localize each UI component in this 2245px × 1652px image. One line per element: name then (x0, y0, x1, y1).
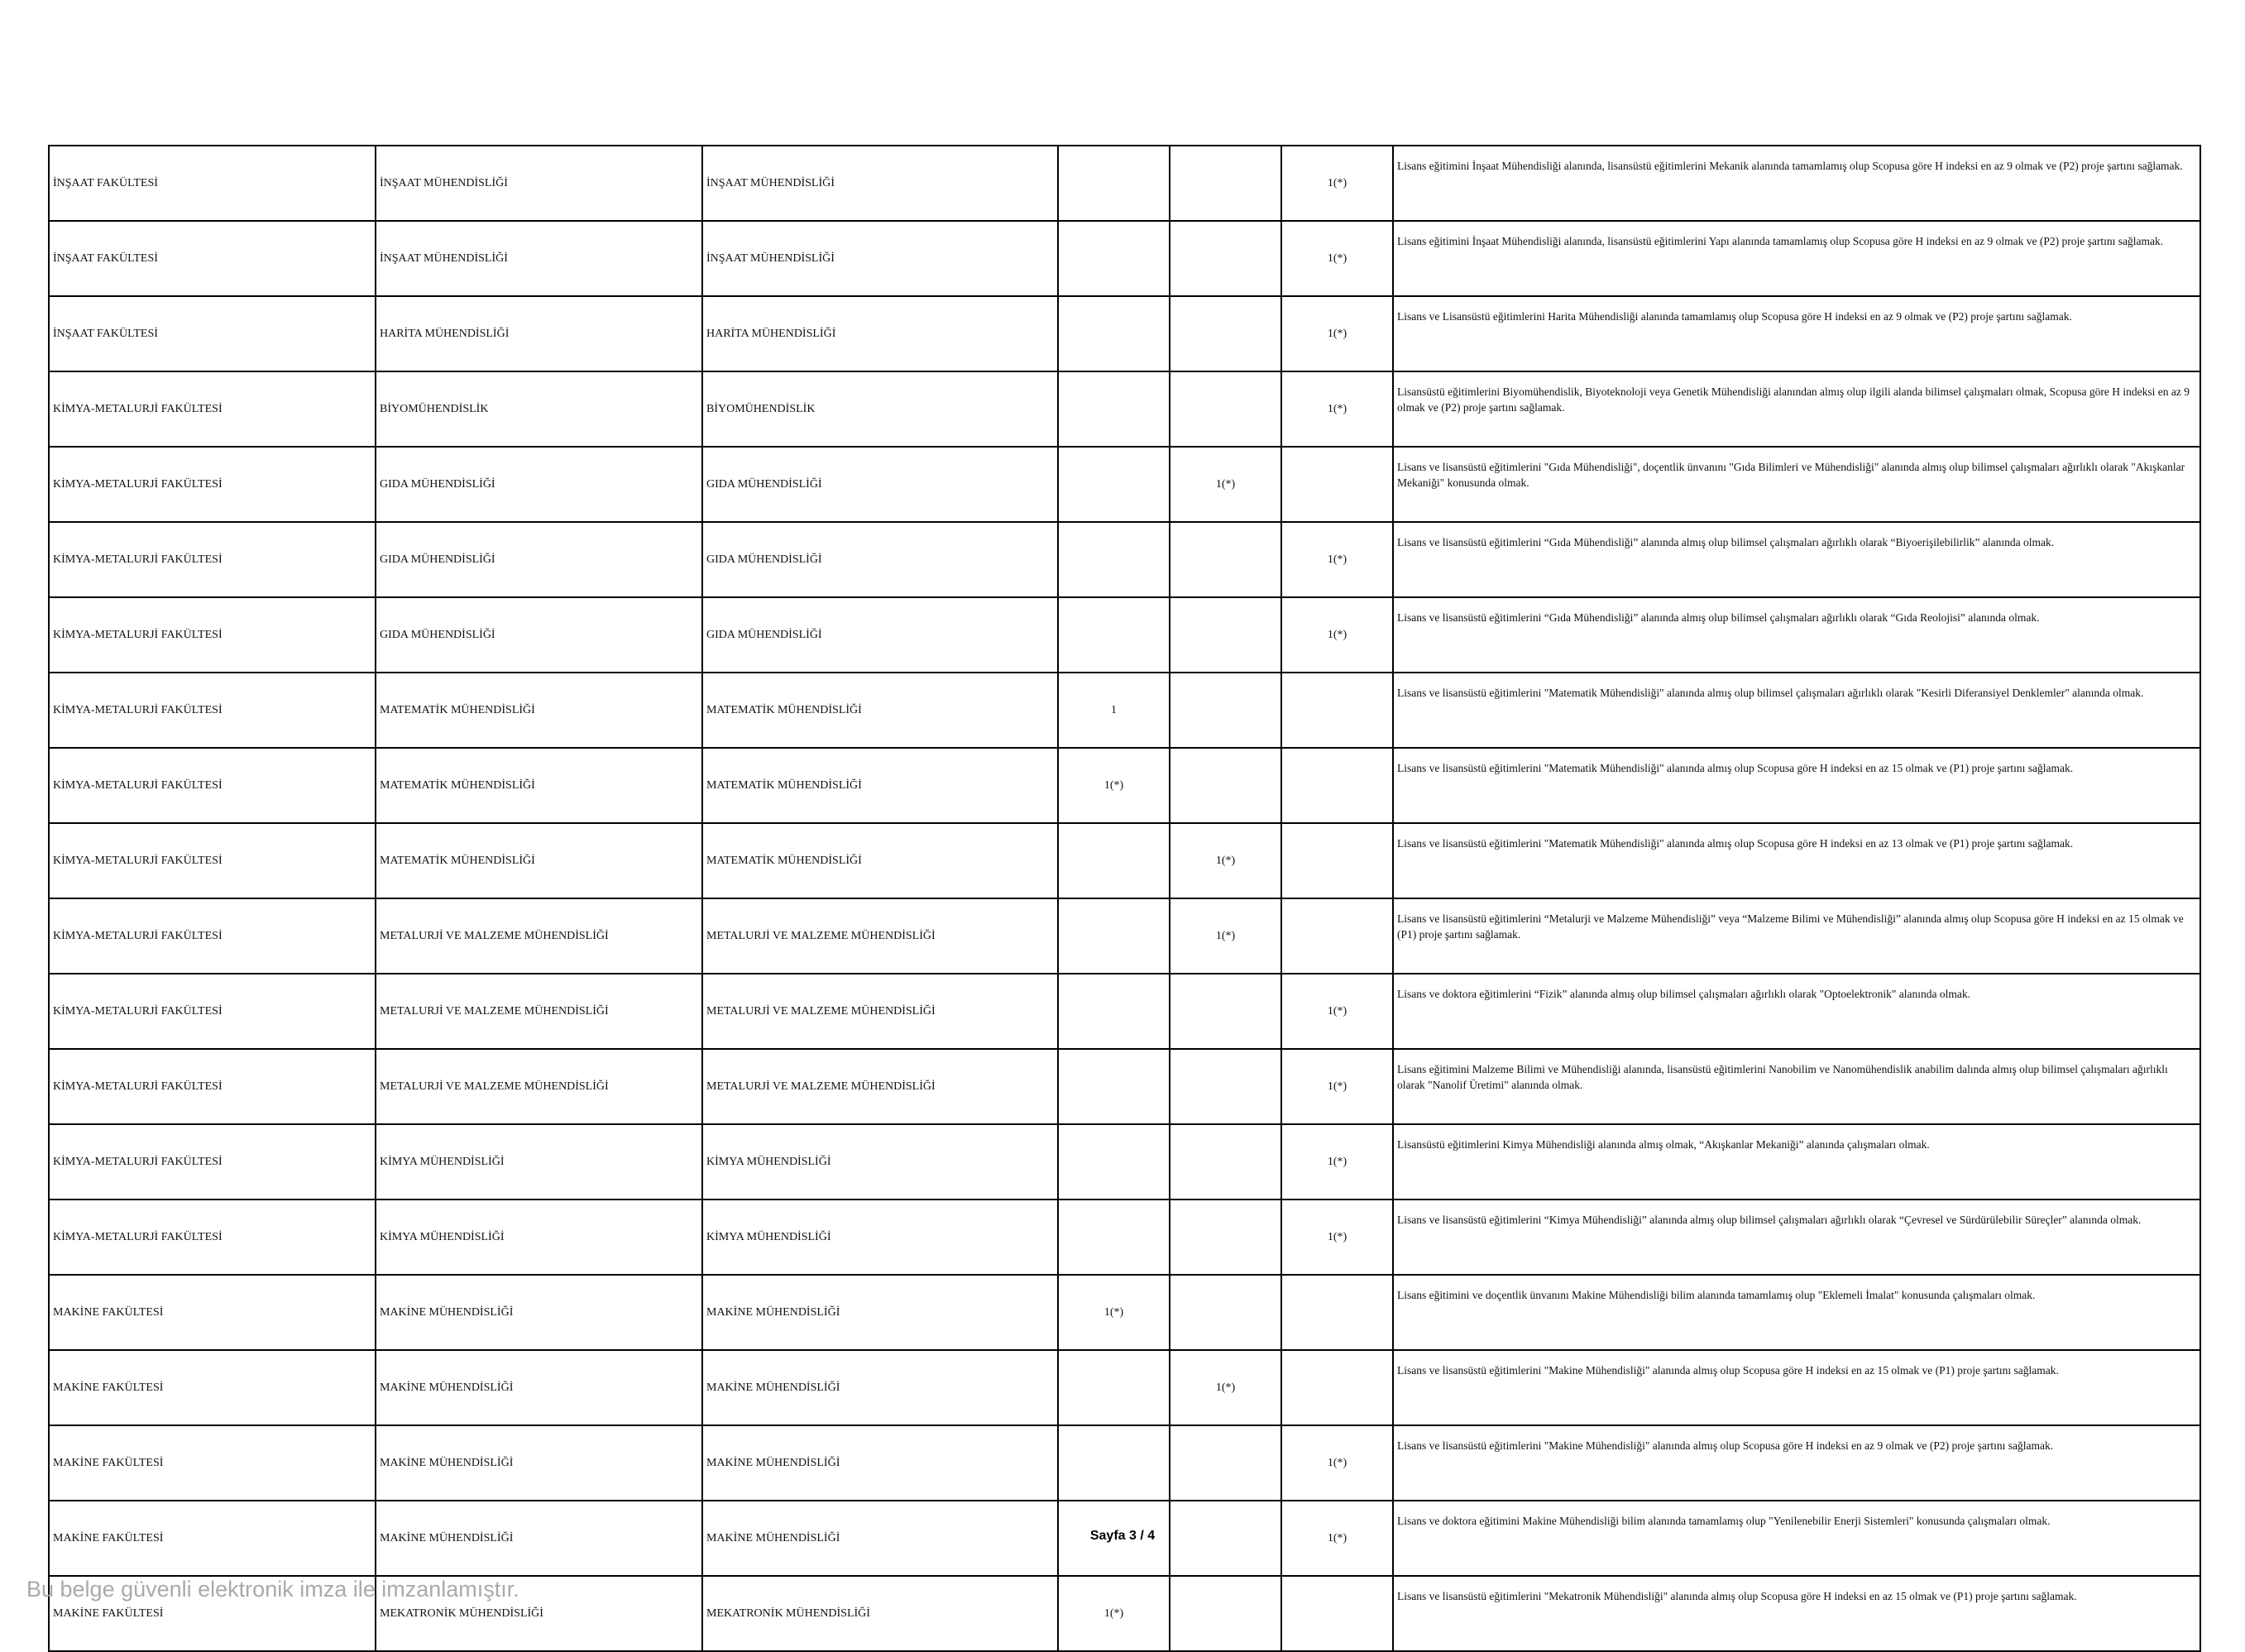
professor-count-cell (1058, 447, 1170, 522)
assoc-professor-count-cell (1170, 1199, 1281, 1275)
table-row (49, 1199, 2200, 1275)
department-cell: MATEMATİK MÜHENDİSLİĞİ (376, 673, 702, 748)
table-row (49, 221, 2200, 296)
professor-count-cell (1058, 371, 1170, 447)
faculty-cell: KİMYA-METALURJİ FAKÜLTESİ (49, 1049, 376, 1124)
assoc-professor-count-cell (1170, 974, 1281, 1049)
asst-professor-count-cell: 1(*) (1281, 1124, 1393, 1199)
department-cell: MAKİNE MÜHENDİSLİĞİ (376, 1501, 702, 1576)
asst-professor-count-cell: 1(*) (1281, 221, 1393, 296)
professor-count-cell (1058, 221, 1170, 296)
asst-professor-count-cell (1281, 447, 1393, 522)
table-row (49, 1049, 2200, 1124)
faculty-cell: KİMYA-METALURJİ FAKÜLTESİ (49, 898, 376, 974)
assoc-professor-count-cell (1170, 371, 1281, 447)
program-cell: MAKİNE MÜHENDİSLİĞİ (702, 1501, 1058, 1576)
requirement-cell: Lisans ve lisansüstü eğitimlerini "Gıda Mühendisliği", doçentlik ünvanını "Gıda Bilimleri ve Mühendisliği" alanında almış olup bilimsel çalışmaları ağırlıklı olarak "Akışkanlar Mekaniği" konusunda olmak. (1393, 447, 2200, 522)
faculty-cell: İNŞAAT FAKÜLTESİ (49, 146, 376, 221)
faculty-cell: MAKİNE FAKÜLTESİ (49, 1350, 376, 1425)
asst-professor-count-cell: 1(*) (1281, 296, 1393, 371)
faculty-cell: MAKİNE FAKÜLTESİ (49, 1576, 376, 1651)
asst-professor-count-cell (1281, 1576, 1393, 1651)
table-row (49, 447, 2200, 522)
program-cell: METALURJİ VE MALZEME MÜHENDİSLİĞİ (702, 898, 1058, 974)
assoc-professor-count-cell (1170, 1275, 1281, 1350)
asst-professor-count-cell (1281, 1350, 1393, 1425)
asst-professor-count-cell: 1(*) (1281, 1501, 1393, 1576)
program-cell: KİMYA MÜHENDİSLİĞİ (702, 1199, 1058, 1275)
asst-professor-count-cell: 1(*) (1281, 146, 1393, 221)
asst-professor-count-cell (1281, 1275, 1393, 1350)
department-cell: GIDA MÜHENDİSLİĞİ (376, 597, 702, 673)
faculty-cell: KİMYA-METALURJİ FAKÜLTESİ (49, 447, 376, 522)
signature-note: Bu belge güvenli elektronik imza ile imzanlamıştır. (26, 1577, 519, 1602)
department-cell: METALURJİ VE MALZEME MÜHENDİSLİĞİ (376, 898, 702, 974)
asst-professor-count-cell: 1(*) (1281, 974, 1393, 1049)
department-cell: İNŞAAT MÜHENDİSLİĞİ (376, 221, 702, 296)
department-cell: KİMYA MÜHENDİSLİĞİ (376, 1124, 702, 1199)
requirement-cell: Lisans eğitimini Malzeme Bilimi ve Mühendisliği alanında, lisansüstü eğitimlerini Nanobilim ve Nanomühendislik anabilim dalında almış olup bilimsel çalışmaları ağırlıklı olarak "Nanolif Üretimi" alanında olmak. (1393, 1049, 2200, 1124)
table-row (49, 898, 2200, 974)
program-cell: İNŞAAT MÜHENDİSLİĞİ (702, 221, 1058, 296)
table-row (49, 673, 2200, 748)
department-cell: İNŞAAT MÜHENDİSLİĞİ (376, 146, 702, 221)
asst-professor-count-cell (1281, 673, 1393, 748)
assoc-professor-count-cell (1170, 1425, 1281, 1501)
table-row (49, 1275, 2200, 1350)
requirement-cell: Lisans eğitimini ve doçentlik ünvanını Makine Mühendisliği bilim alanında tamamlamış olup "Eklemeli İmalat" konusunda çalışmaları olmak. (1393, 1275, 2200, 1350)
table-row (49, 1425, 2200, 1501)
department-cell: MATEMATİK MÜHENDİSLİĞİ (376, 748, 702, 823)
professor-count-cell (1058, 1124, 1170, 1199)
professor-count-cell: 1(*) (1058, 1275, 1170, 1350)
professor-count-cell (1058, 1425, 1170, 1501)
asst-professor-count-cell: 1(*) (1281, 522, 1393, 597)
faculty-cell: İNŞAAT FAKÜLTESİ (49, 296, 376, 371)
professor-count-cell: 1(*) (1058, 1576, 1170, 1651)
department-cell: GIDA MÜHENDİSLİĞİ (376, 522, 702, 597)
assoc-professor-count-cell: 1(*) (1170, 1350, 1281, 1425)
faculty-cell: MAKİNE FAKÜLTESİ (49, 1501, 376, 1576)
program-cell: GIDA MÜHENDİSLİĞİ (702, 447, 1058, 522)
requirement-cell: Lisans eğitimini İnşaat Mühendisliği alanında, lisansüstü eğitimlerini Yapı alanında tamamlamış olup Scopusa göre H indeksi en az 9 olmak ve (P2) proje şartını sağlamak. (1393, 221, 2200, 296)
professor-count-cell (1058, 898, 1170, 974)
department-cell: MATEMATİK MÜHENDİSLİĞİ (376, 823, 702, 898)
faculty-cell: İNŞAAT FAKÜLTESİ (49, 221, 376, 296)
program-cell: MATEMATİK MÜHENDİSLİĞİ (702, 673, 1058, 748)
professor-count-cell (1058, 597, 1170, 673)
faculty-cell: KİMYA-METALURJİ FAKÜLTESİ (49, 1124, 376, 1199)
asst-professor-count-cell: 1(*) (1281, 1199, 1393, 1275)
table-row (49, 146, 2200, 221)
faculty-cell: MAKİNE FAKÜLTESİ (49, 1425, 376, 1501)
assoc-professor-count-cell (1170, 597, 1281, 673)
program-cell: HARİTA MÜHENDİSLİĞİ (702, 296, 1058, 371)
faculty-cell: KİMYA-METALURJİ FAKÜLTESİ (49, 748, 376, 823)
professor-count-cell (1058, 522, 1170, 597)
professor-count-cell: 1 (1058, 673, 1170, 748)
page-number: Sayfa 3 / 4 (1089, 1529, 1156, 1543)
program-cell: BİYOMÜHENDİSLİK (702, 371, 1058, 447)
professor-count-cell (1058, 823, 1170, 898)
faculty-cell: KİMYA-METALURJİ FAKÜLTESİ (49, 597, 376, 673)
requirement-cell: Lisans ve lisansüstü eğitimlerini “Kimya Mühendisliği” alanında almış olup bilimsel çalışmaları ağırlıklı olarak “Çevresel ve Sürdürülebilir Süreçler” alanında olmak. (1393, 1199, 2200, 1275)
department-cell: METALURJİ VE MALZEME MÜHENDİSLİĞİ (376, 974, 702, 1049)
assoc-professor-count-cell: 1(*) (1170, 898, 1281, 974)
asst-professor-count-cell (1281, 898, 1393, 974)
requirement-cell: Lisans ve lisansüstü eğitimlerini “Metalurji ve Malzeme Mühendisliği” veya “Malzeme Bilimi ve Mühendisliği” alanında almış olup Scopusa göre H indeksi en az 15 olmak ve (P1) proje şartını sağlamak. (1393, 898, 2200, 974)
program-cell: İNŞAAT MÜHENDİSLİĞİ (702, 146, 1058, 221)
assoc-professor-count-cell: 1(*) (1170, 823, 1281, 898)
program-cell: MAKİNE MÜHENDİSLİĞİ (702, 1275, 1058, 1350)
table-row (49, 296, 2200, 371)
requirement-cell: Lisansüstü eğitimlerini Kimya Mühendisliği alanında almış olmak, “Akışkanlar Mekaniği” alanında çalışmaları olmak. (1393, 1124, 2200, 1199)
asst-professor-count-cell: 1(*) (1281, 597, 1393, 673)
faculty-cell: KİMYA-METALURJİ FAKÜLTESİ (49, 371, 376, 447)
assoc-professor-count-cell (1170, 1049, 1281, 1124)
faculty-cell: KİMYA-METALURJİ FAKÜLTESİ (49, 974, 376, 1049)
positions-table (48, 145, 2201, 1652)
assoc-professor-count-cell: 1(*) (1170, 447, 1281, 522)
department-cell: MAKİNE MÜHENDİSLİĞİ (376, 1350, 702, 1425)
program-cell: MATEMATİK MÜHENDİSLİĞİ (702, 748, 1058, 823)
program-cell: GIDA MÜHENDİSLİĞİ (702, 597, 1058, 673)
table-row (49, 748, 2200, 823)
program-cell: METALURJİ VE MALZEME MÜHENDİSLİĞİ (702, 974, 1058, 1049)
assoc-professor-count-cell (1170, 1124, 1281, 1199)
professor-count-cell (1058, 1350, 1170, 1425)
requirement-cell: Lisans eğitimini İnşaat Mühendisliği alanında, lisansüstü eğitimlerini Mekanik alanında tamamlamış olup Scopusa göre H indeksi en az 9 olmak ve (P2) proje şartını sağlamak. (1393, 146, 2200, 221)
program-cell: KİMYA MÜHENDİSLİĞİ (702, 1124, 1058, 1199)
requirement-cell: Lisansüstü eğitimlerini Biyomühendislik, Biyoteknoloji veya Genetik Mühendisliği alanından almış olup ilgili alanda bilimsel çalışmaları olmak, Scopusa göre H indeksi en az 9 olmak ve (P2) proje şartını sağlamak. (1393, 371, 2200, 447)
department-cell: METALURJİ VE MALZEME MÜHENDİSLİĞİ (376, 1049, 702, 1124)
program-cell: MEKATRONİK MÜHENDİSLİĞİ (702, 1576, 1058, 1651)
table-row (49, 597, 2200, 673)
asst-professor-count-cell: 1(*) (1281, 1425, 1393, 1501)
requirement-cell: Lisans ve lisansüstü eğitimlerini "Matematik Mühendisliği" alanında almış olup bilimsel çalışmaları ağırlıklı olarak "Kesirli Diferansiyel Denklemler" alanında olmak. (1393, 673, 2200, 748)
assoc-professor-count-cell (1170, 146, 1281, 221)
faculty-cell: MAKİNE FAKÜLTESİ (49, 1275, 376, 1350)
requirement-cell: Lisans ve lisansüstü eğitimlerini "Matematik Mühendisliği" alanında almış olup Scopusa göre H indeksi en az 15 olmak ve (P1) proje şartını sağlamak. (1393, 748, 2200, 823)
asst-professor-count-cell (1281, 748, 1393, 823)
department-cell: BİYOMÜHENDİSLİK (376, 371, 702, 447)
requirement-cell: Lisans ve Lisansüstü eğitimlerini Harita Mühendisliği alanında tamamlamış olup Scopusa göre H indeksi en az 9 olmak ve (P2) proje şartını sağlamak. (1393, 296, 2200, 371)
professor-count-cell (1058, 1049, 1170, 1124)
department-cell: MAKİNE MÜHENDİSLİĞİ (376, 1425, 702, 1501)
faculty-cell: KİMYA-METALURJİ FAKÜLTESİ (49, 522, 376, 597)
professor-count-cell (1058, 1199, 1170, 1275)
requirement-cell: Lisans ve lisansüstü eğitimlerini “Gıda Mühendisliği” alanında almış olup bilimsel çalışmaları ağırlıklı olarak “Biyoerişilebilirlik” alanında olmak. (1393, 522, 2200, 597)
program-cell: GIDA MÜHENDİSLİĞİ (702, 522, 1058, 597)
table-row (49, 1124, 2200, 1199)
department-cell: MEKATRONİK MÜHENDİSLİĞİ (376, 1576, 702, 1651)
department-cell: MAKİNE MÜHENDİSLİĞİ (376, 1275, 702, 1350)
table-body (49, 146, 2200, 1651)
assoc-professor-count-cell (1170, 748, 1281, 823)
assoc-professor-count-cell (1170, 296, 1281, 371)
professor-count-cell (1058, 974, 1170, 1049)
professor-count-cell (1058, 296, 1170, 371)
program-cell: MAKİNE MÜHENDİSLİĞİ (702, 1425, 1058, 1501)
requirement-cell: Lisans ve lisansüstü eğitimlerini “Gıda Mühendisliği” alanında almış olup bilimsel çalışmaları ağırlıklı olarak “Gıda Reolojisi” alanında olmak. (1393, 597, 2200, 673)
requirement-cell: Lisans ve doktora eğitimini Makine Mühendisliği bilim alanında tamamlamış olup "Yenilenebilir Enerji Sistemleri" konusunda çalışmaları olmak. (1393, 1501, 2200, 1576)
faculty-cell: KİMYA-METALURJİ FAKÜLTESİ (49, 1199, 376, 1275)
requirement-cell: Lisans ve lisansüstü eğitimlerini "Mekatronik Mühendisliği" alanında almış olup Scopusa göre H indeksi en az 15 olmak ve (P1) proje şartını sağlamak. (1393, 1576, 2200, 1651)
table-row (49, 974, 2200, 1049)
faculty-cell: KİMYA-METALURJİ FAKÜLTESİ (49, 823, 376, 898)
table-row (49, 371, 2200, 447)
table-row (49, 1350, 2200, 1425)
assoc-professor-count-cell (1170, 1576, 1281, 1651)
requirement-cell: Lisans ve lisansüstü eğitimlerini "Makine Mühendisliği" alanında almış olup Scopusa göre H indeksi en az 15 olmak ve (P1) proje şartını sağlamak. (1393, 1350, 2200, 1425)
asst-professor-count-cell (1281, 823, 1393, 898)
requirement-cell: Lisans ve doktora eğitimlerini “Fizik” alanında almış olup bilimsel çalışmaları ağırlıklı olarak "Optoelektronik" alanında olmak. (1393, 974, 2200, 1049)
faculty-cell: KİMYA-METALURJİ FAKÜLTESİ (49, 673, 376, 748)
assoc-professor-count-cell (1170, 673, 1281, 748)
table-row (49, 823, 2200, 898)
program-cell: MATEMATİK MÜHENDİSLİĞİ (702, 823, 1058, 898)
table-row (49, 522, 2200, 597)
assoc-professor-count-cell (1170, 522, 1281, 597)
requirement-cell: Lisans ve lisansüstü eğitimlerini "Makine Mühendisliği" alanında almış olup Scopusa göre H indeksi en az 9 olmak ve (P2) proje şartını sağlamak. (1393, 1425, 2200, 1501)
department-cell: HARİTA MÜHENDİSLİĞİ (376, 296, 702, 371)
department-cell: GIDA MÜHENDİSLİĞİ (376, 447, 702, 522)
professor-count-cell (1058, 146, 1170, 221)
program-cell: METALURJİ VE MALZEME MÜHENDİSLİĞİ (702, 1049, 1058, 1124)
asst-professor-count-cell: 1(*) (1281, 371, 1393, 447)
assoc-professor-count-cell (1170, 221, 1281, 296)
program-cell: MAKİNE MÜHENDİSLİĞİ (702, 1350, 1058, 1425)
professor-count-cell: 1(*) (1058, 748, 1170, 823)
requirement-cell: Lisans ve lisansüstü eğitimlerini "Matematik Mühendisliği" alanında almış olup Scopusa göre H indeksi en az 13 olmak ve (P1) proje şartını sağlamak. (1393, 823, 2200, 898)
department-cell: KİMYA MÜHENDİSLİĞİ (376, 1199, 702, 1275)
asst-professor-count-cell: 1(*) (1281, 1049, 1393, 1124)
